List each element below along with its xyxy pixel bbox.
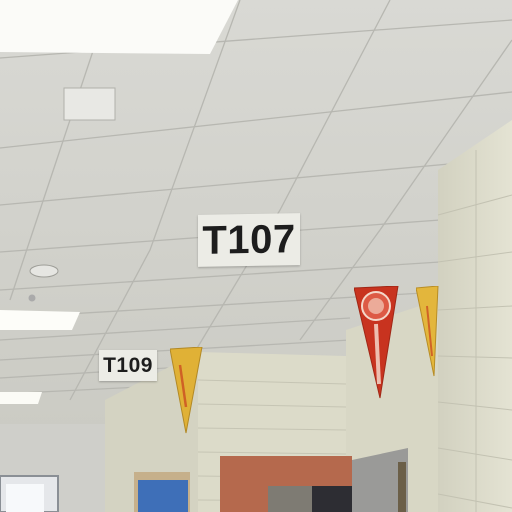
red-college-pennant <box>354 286 400 402</box>
room-sign-label: T109 <box>103 353 153 377</box>
ceiling-vent <box>64 88 115 120</box>
smoke-detector <box>30 265 58 277</box>
yellow-pennant-right <box>416 286 440 378</box>
ceiling-light-panel <box>0 0 238 54</box>
yellow-pennant-left <box>170 347 204 435</box>
door-jamb <box>398 462 406 512</box>
bulletin-board <box>138 480 188 512</box>
exit-door-window <box>6 484 44 512</box>
room-sign-t107 <box>198 213 300 267</box>
cabinet-dark <box>312 486 352 512</box>
sprinkler-head <box>29 295 36 302</box>
ceiling-light-strip-far <box>0 392 42 404</box>
right-wall <box>438 120 512 512</box>
room-sign-label: T107 <box>202 216 296 263</box>
ceiling-light-strip <box>0 310 80 330</box>
cabinet-gray <box>268 486 312 512</box>
room-sign-t109 <box>99 350 157 381</box>
